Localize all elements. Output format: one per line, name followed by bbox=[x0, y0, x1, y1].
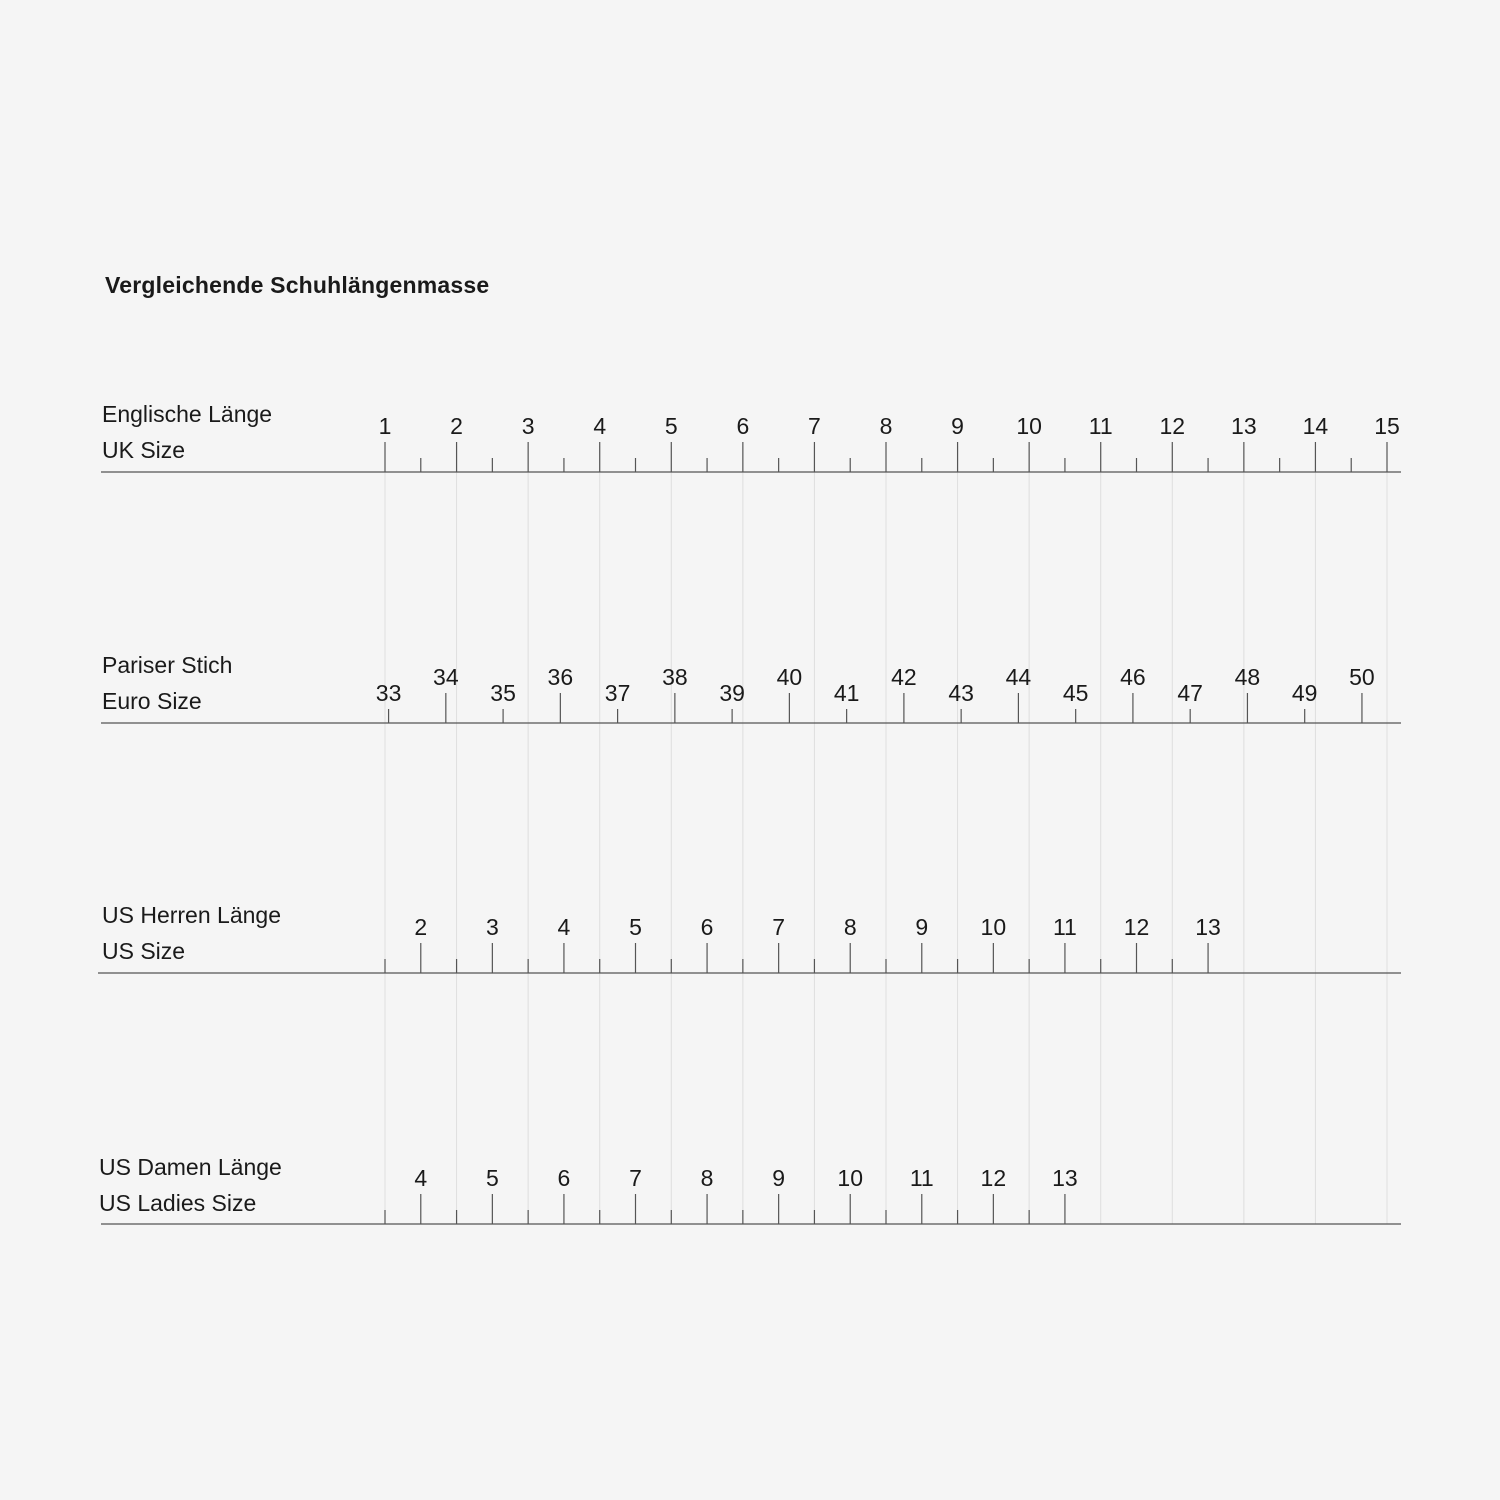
scale-subtitle-us-men: US Size bbox=[102, 938, 186, 964]
tick-label: 7 bbox=[772, 914, 786, 940]
tick-label: 11 bbox=[1052, 914, 1077, 940]
tick-label: 37 bbox=[604, 680, 631, 706]
scale-name-euro: Pariser Stich bbox=[102, 652, 233, 678]
tick-label: 8 bbox=[879, 413, 893, 439]
tick-label: 3 bbox=[485, 914, 499, 940]
tick-label: 48 bbox=[1234, 664, 1261, 690]
tick-label: 33 bbox=[375, 680, 402, 706]
tick-label: 50 bbox=[1349, 664, 1375, 690]
tick-label: 13 bbox=[1231, 413, 1257, 439]
tick-label: 6 bbox=[736, 413, 750, 439]
tick-label: 44 bbox=[1005, 664, 1032, 690]
tick-label: 5 bbox=[664, 413, 678, 439]
tick-label: 46 bbox=[1120, 664, 1146, 690]
tick-label: 8 bbox=[843, 914, 857, 940]
tick-label: 5 bbox=[629, 914, 642, 940]
tick-label: 3 bbox=[521, 413, 535, 439]
tick-label: 14 bbox=[1302, 413, 1329, 439]
tick-label: 4 bbox=[593, 413, 607, 439]
tick-label: 6 bbox=[700, 914, 714, 940]
tick-label: 43 bbox=[948, 680, 974, 706]
scale-name-us-ladies: US Damen Länge bbox=[99, 1154, 282, 1180]
tick-label: 36 bbox=[547, 664, 574, 690]
tick-label: 11 bbox=[1088, 413, 1113, 439]
tick-label: 42 bbox=[891, 664, 917, 690]
tick-label: 11 bbox=[909, 1165, 934, 1191]
tick-label: 7 bbox=[629, 1165, 642, 1191]
scale-subtitle-euro: Euro Size bbox=[102, 688, 202, 714]
tick-label: 5 bbox=[485, 1165, 499, 1191]
tick-label: 9 bbox=[951, 413, 964, 439]
tick-label: 10 bbox=[1016, 413, 1042, 439]
tick-label: 9 bbox=[772, 1165, 786, 1191]
tick-label: 35 bbox=[490, 680, 516, 706]
tick-label: 6 bbox=[557, 1165, 571, 1191]
tick-label: 49 bbox=[1291, 680, 1318, 706]
scale-subtitle-uk: UK Size bbox=[102, 437, 186, 463]
tick-label: 12 bbox=[1159, 413, 1186, 439]
tick-label: 10 bbox=[837, 1165, 864, 1191]
tick-label: 8 bbox=[700, 1165, 714, 1191]
tick-label: 40 bbox=[776, 664, 803, 690]
tick-label: 34 bbox=[433, 664, 459, 690]
tick-label: 7 bbox=[808, 413, 821, 439]
tick-label: 10 bbox=[980, 914, 1007, 940]
tick-label: 15 bbox=[1374, 413, 1400, 439]
scale-name-uk: Englische Länge bbox=[102, 401, 273, 427]
scale-name-us-men: US Herren Länge bbox=[102, 902, 281, 928]
tick-label: 39 bbox=[719, 680, 745, 706]
scale-subtitle-us-ladies: US Ladies Size bbox=[99, 1190, 257, 1216]
tick-label: 12 bbox=[980, 1165, 1007, 1191]
tick-label: 45 bbox=[1062, 680, 1089, 706]
tick-label: 2 bbox=[450, 413, 463, 439]
tick-label: 1 bbox=[378, 413, 392, 439]
tick-label: 41 bbox=[833, 680, 860, 706]
chart-title: Vergleichende Schuhlängenmasse bbox=[105, 272, 490, 298]
tick-label: 4 bbox=[414, 1165, 428, 1191]
tick-label: 9 bbox=[915, 914, 929, 940]
tick-label: 13 bbox=[1052, 1165, 1078, 1191]
tick-label: 2 bbox=[414, 914, 428, 940]
tick-label: 4 bbox=[557, 914, 571, 940]
tick-label: 13 bbox=[1195, 914, 1221, 940]
tick-label: 38 bbox=[662, 664, 688, 690]
tick-label: 12 bbox=[1123, 914, 1150, 940]
tick-label: 47 bbox=[1177, 680, 1203, 706]
